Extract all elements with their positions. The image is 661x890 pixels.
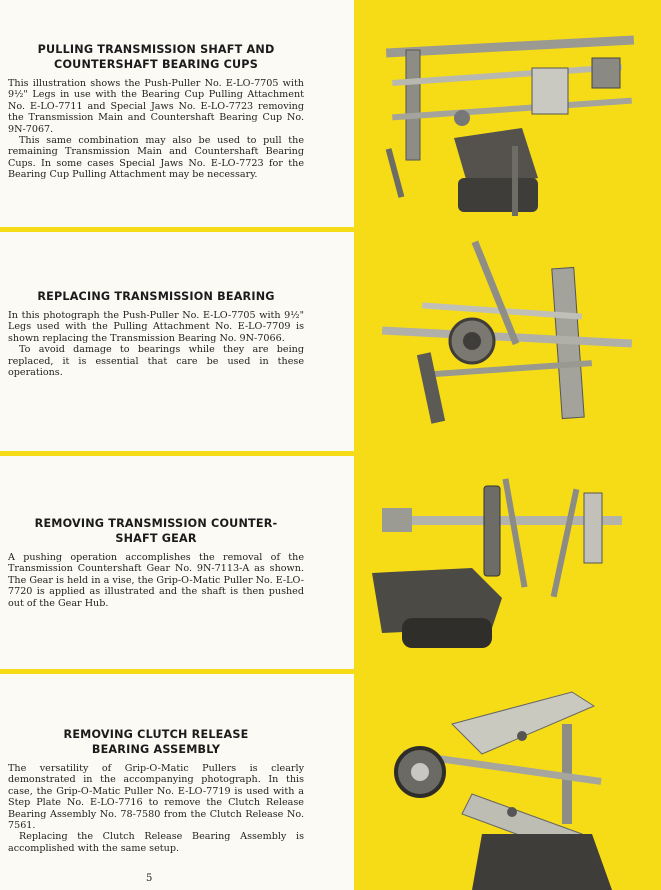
- photo-bearing-replacement: [362, 238, 654, 438]
- heading-line: REPLACING TRANSMISSION BEARING: [37, 290, 275, 303]
- photo-clutch-release-bearing: [362, 684, 654, 890]
- body-paragraph: In this photograph the Push-Puller No. E-LO-7705 with 9½" Legs used with the Pulling Attachment No. E-LO-7709 is shown replacing the Transmission Bearing No. 9N-7066.: [8, 310, 304, 344]
- heading-line: SHAFT GEAR: [115, 532, 197, 545]
- section-heading: [8, 727, 304, 757]
- body-paragraph: A pushing operation accomplishes the removal of the Transmission Countershaft Gear No. 9N-7113-A as shown. The Gear is held in a vise, the Grip-O-Matic Puller No. E-LO-7720 is applied as illustrated and the shaft is then pushed out of the Gear Hub.: [8, 552, 304, 609]
- heading-line: COUNTERSHAFT BEARING CUPS: [54, 58, 258, 71]
- body-paragraph: This same combination may also be used to pull the remaining Transmission Main and Countershaft Bearing Cups. In some cases Special Jaws No. E-LO-7723 for the Bearing Cup Pulling Attachment may be necessary.: [8, 135, 304, 181]
- section-replacing-bearing: [8, 289, 304, 378]
- section-removing-countershaft-gear: [8, 516, 304, 609]
- puller-illustration: [362, 28, 654, 223]
- section-divider: [0, 227, 354, 232]
- page-number: 5: [146, 873, 153, 884]
- bearing-replacement-illustration: [362, 238, 654, 438]
- section-heading: [8, 289, 304, 304]
- section-removing-clutch-bearing: [8, 727, 304, 854]
- countershaft-gear-illustration: [362, 468, 654, 663]
- section-heading: [8, 42, 304, 72]
- body-paragraph: To avoid damage to bearings while they are being replaced, it is essential that care be used in these operations.: [8, 344, 304, 379]
- body-paragraph: Replacing the Clutch Release Bearing Assembly is accomplished with the same setup.: [8, 831, 304, 854]
- heading-line: REMOVING TRANSMISSION COUNTER-: [34, 517, 278, 530]
- photo-bearing-cup-puller: [362, 28, 654, 223]
- body-paragraph: The versatility of Grip-O-Matic Pullers is clearly demonstrated in the accompanying photograph. In this case, the Grip-O-Matic Puller No. E-LO-7719 is used with a Step Plate No. E-LO-7716 to remove the Clutch Release Bearing Assembly No. 78-7580 from the Clutch Release No. 7561.: [8, 763, 304, 832]
- section-divider: [0, 669, 354, 674]
- clutch-release-illustration: [362, 684, 654, 890]
- heading-line: BEARING ASSEMBLY: [91, 743, 221, 756]
- heading-line: REMOVING CLUTCH RELEASE: [63, 728, 249, 741]
- section-divider: [0, 451, 354, 456]
- section-pulling-bearing-cups: [8, 42, 304, 181]
- photo-countershaft-gear: [362, 468, 654, 663]
- body-paragraph: This illustration shows the Push-Puller No. E-LO-7705 with 9½" Legs in use with the Bearing Cup Pulling Attachment No. E-LO-7711 and Special Jaws No. E-LO-7723 removing the Transmission Main and Countershaft Bearing Cup No. 9N-7067.: [8, 78, 304, 135]
- heading-line: PULLING TRANSMISSION SHAFT AND: [37, 43, 275, 56]
- section-heading: [8, 516, 304, 546]
